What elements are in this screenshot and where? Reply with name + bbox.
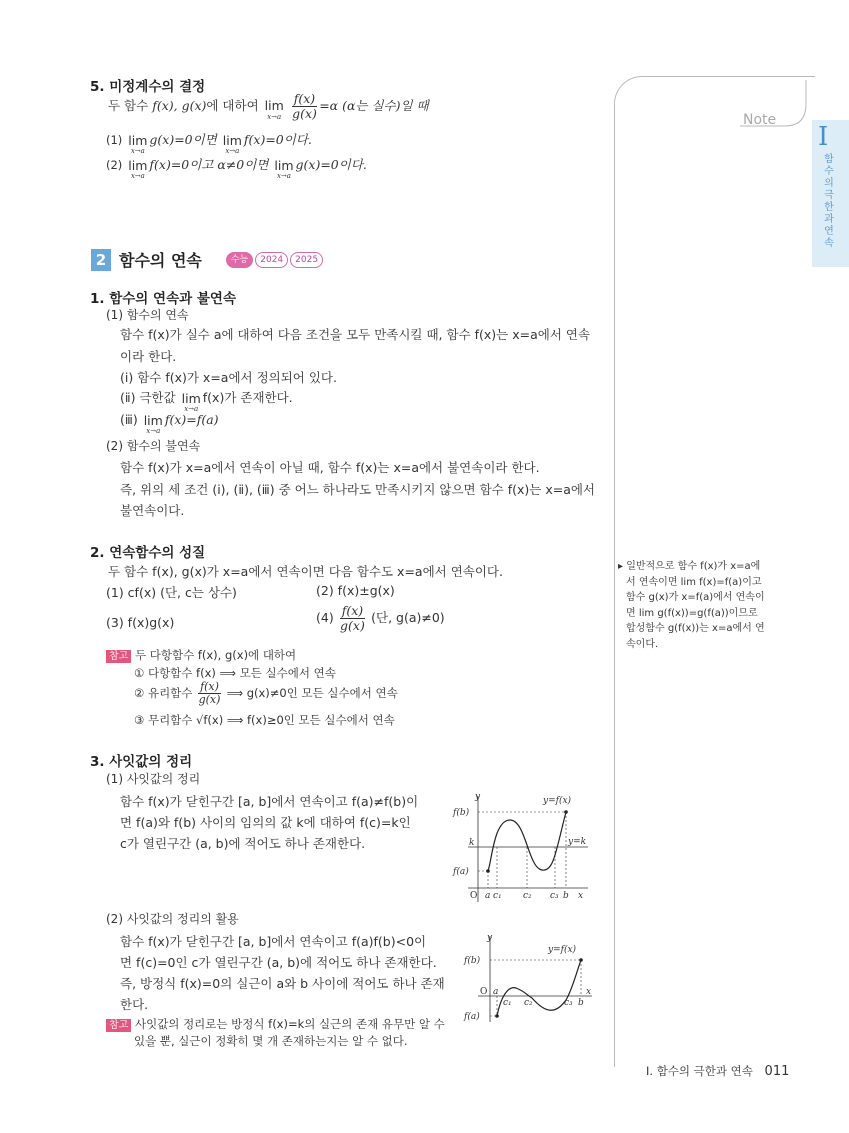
graph2-c2-label: c₂ bbox=[524, 998, 533, 1008]
page-number: 011 bbox=[764, 1064, 790, 1079]
s3-p2-l3: 즉, 방정식 f(x)=0의 실근이 a와 b 사이에 적어도 하나 존재 bbox=[120, 976, 445, 991]
graph1-yk-label: y=k bbox=[568, 837, 587, 847]
s1-p1-title: (1) 함수의 연속 bbox=[106, 308, 189, 322]
side-note: ▸ 일반적으로 함수 f(x)가 x=a에 서 연속이면 lim f(x)=f(a)이고 함수 g(x)가 x=f(a)에서 연속이 면 lim g(f(x))=g(f(a))이므로 합성함수 g(f(x))는 x=a에서 연 속이다. bbox=[618, 561, 765, 650]
footer-chapter: Ⅰ. 함수의 극한과 연속 bbox=[646, 1064, 753, 1078]
section-heading bbox=[91, 248, 323, 271]
curve-f bbox=[488, 812, 566, 871]
graph1-curve-label: y=f(x) bbox=[543, 796, 572, 806]
note-header: Note bbox=[743, 112, 777, 128]
graph2-b-label: b bbox=[578, 998, 584, 1008]
s2-note-label: 참고 bbox=[106, 650, 131, 663]
s3-p2-l1: 함수 f(x)가 닫힌구간 [a, b]에서 연속이고 f(a)f(b)<0이 bbox=[120, 934, 427, 949]
graph2-x-label: x bbox=[586, 987, 592, 997]
ivt-application-graph bbox=[458, 930, 598, 1026]
s1-title: 1. 함수의 연속과 불연속 bbox=[90, 291, 236, 307]
s3-p2-title: (2) 사잇값의 정리의 활용 bbox=[106, 912, 239, 926]
s2-title: 2. 연속함수의 성질 bbox=[90, 545, 206, 561]
ivt-graph bbox=[448, 790, 598, 908]
s2-item-2: (2) f(x)±g(x) bbox=[316, 583, 395, 598]
s3-note: 참고 사잇값의 정리로는 방정식 f(x)=k의 실근의 존재 유무만 알 수 bbox=[106, 1016, 445, 1032]
s1-p1-l2: 이라 한다. bbox=[120, 349, 177, 364]
graph1-x-label: x bbox=[578, 891, 584, 901]
s3-title: 3. 사잇값의 정리 bbox=[90, 754, 193, 770]
badge-2025: 2025 bbox=[290, 252, 323, 268]
s2-note-a: ① 다항함수 f(x) ⟹ 모든 실수에서 연속 bbox=[134, 666, 336, 680]
s1-p2-l3: 불연속이다. bbox=[120, 503, 185, 518]
s1-p2-l2: 즉, 위의 세 조건 (ⅰ), (ⅱ), (ⅲ) 중 어느 하나라도 만족시키지 않으면 함수 f(x)는 x=a에서 bbox=[120, 482, 595, 497]
s3-p1-l3: c가 열린구간 (a, b)에 적어도 하나 존재한다. bbox=[120, 836, 366, 851]
graph1-c2-label: c₂ bbox=[523, 891, 532, 901]
graph1-fb-label: f(b) bbox=[453, 808, 470, 818]
s3-p1-l1: 함수 f(x)가 닫힌구간 [a, b]에서 연속이고 f(a)≠f(b)이 bbox=[120, 794, 419, 809]
page-footer bbox=[646, 1063, 789, 1079]
s3-p2-l4: 한다. bbox=[120, 997, 149, 1012]
graph2-c1-label: c₁ bbox=[503, 998, 512, 1008]
graph2-c3-label: c₃ bbox=[564, 998, 573, 1008]
graph2-fa-label: f(a) bbox=[464, 1012, 480, 1022]
s1-cond-1: (ⅰ) 함수 f(x)가 x=a에서 정의되어 있다. bbox=[120, 370, 337, 385]
point-a bbox=[486, 869, 490, 873]
s2-item-4: (4) $\frac{f(x)}{g(x)}$ (단, g(a)≠0) bbox=[316, 603, 445, 633]
s3-note-l2: 있을 뿐, 실근이 정확히 몇 개 존재하는지는 알 수 없다. bbox=[134, 1034, 408, 1048]
sec5-item-2: (2) lim x→a f(x)=0이고 α≠0이면 lim x→a g(x)=0이다. bbox=[106, 157, 367, 180]
graph2-curve-label: y=f(x) bbox=[548, 945, 577, 955]
s2-item-1: (1) cf(x) (단, c는 상수) bbox=[106, 585, 237, 600]
section-number: 2 bbox=[91, 249, 111, 271]
s1-p1-l1: 함수 f(x)가 실수 a에 대하여 다음 조건을 모두 만족시킬 때, 함수 f(x)는 x=a에서 연속 bbox=[120, 327, 591, 342]
point-b bbox=[564, 810, 568, 814]
s3-p1-l2: 면 f(a)와 f(b) 사이의 임의의 값 k에 대하여 f(c)=k인 bbox=[120, 815, 411, 830]
section-title: 함수의 연속 bbox=[119, 251, 202, 270]
graph2-a-label: a bbox=[493, 987, 499, 997]
chapter-roman: I bbox=[818, 122, 829, 152]
graph1-c3-label: c₃ bbox=[550, 891, 559, 901]
graph1-a-label: a bbox=[485, 891, 491, 901]
badge-suneung: 수능 bbox=[226, 252, 253, 268]
s1-cond-3: (ⅲ) lim x→a f(x)=f(a) bbox=[120, 412, 219, 435]
point-b bbox=[579, 958, 583, 962]
graph1-y-label: y bbox=[475, 792, 481, 802]
graph1-b-label: b bbox=[563, 891, 569, 901]
graph1-k-label: k bbox=[469, 838, 475, 848]
s2-note: 참고 두 다항함수 f(x), g(x)에 대하여 bbox=[106, 647, 296, 663]
s1-p2-title: (2) 함수의 불연속 bbox=[106, 439, 201, 453]
point-a bbox=[495, 1014, 499, 1018]
sec5-line: 두 함수 f(x), g(x)에 대하여 lim x→a $\frac{f(x)}{g(x)}$ =α (α는 실수)일 때 bbox=[108, 91, 429, 121]
s2-note-c: ③ 무리함수 √f(x) ⟹ f(x)≥0인 모든 실수에서 연속 bbox=[134, 713, 395, 727]
chapter-tab-title: 함수의 극한과 연속 bbox=[824, 154, 834, 249]
s2-l1: 두 함수 f(x), g(x)가 x=a에서 연속이면 다음 함수도 x=a에서 연속이다. bbox=[108, 564, 503, 579]
s3-p2-l2: 면 f(c)=0인 c가 열린구간 (a, b)에 적어도 하나 존재한다. bbox=[120, 955, 437, 970]
badge-2024: 2024 bbox=[255, 252, 288, 268]
s2-note-b: ② 유리함수 $\frac{f(x)}{g(x)}$ ⟹ g(x)≠0인 모든 실수에서 연속 bbox=[134, 680, 398, 707]
chapter-tab[interactable] bbox=[812, 120, 849, 267]
graph2-fb-label: f(b) bbox=[464, 956, 481, 966]
graph1-c1-label: c₁ bbox=[493, 891, 502, 901]
graph1-origin: O bbox=[470, 891, 478, 901]
graph2-y-label: y bbox=[487, 933, 493, 943]
s3-p1-title: (1) 사잇값의 정리 bbox=[106, 772, 201, 786]
s1-cond-2: (ⅱ) 극한값 lim x→a f(x)가 존재한다. bbox=[120, 390, 293, 413]
sec5-item-1: (1) lim x→a g(x)=0이면 lim x→a f(x)=0이다. bbox=[106, 132, 312, 155]
sec5-title: 5. 미정계수의 결정 bbox=[90, 79, 206, 95]
graph1-fa-label: f(a) bbox=[453, 867, 469, 877]
note-header-underline bbox=[740, 76, 810, 132]
s1-p2-l1: 함수 f(x)가 x=a에서 연속이 아닐 때, 함수 f(x)는 x=a에서 불연속이라 한다. bbox=[120, 460, 540, 475]
graph2-origin: O bbox=[480, 987, 488, 997]
s3-note-label: 참고 bbox=[106, 1019, 131, 1032]
s2-item-3: (3) f(x)g(x) bbox=[106, 615, 175, 630]
